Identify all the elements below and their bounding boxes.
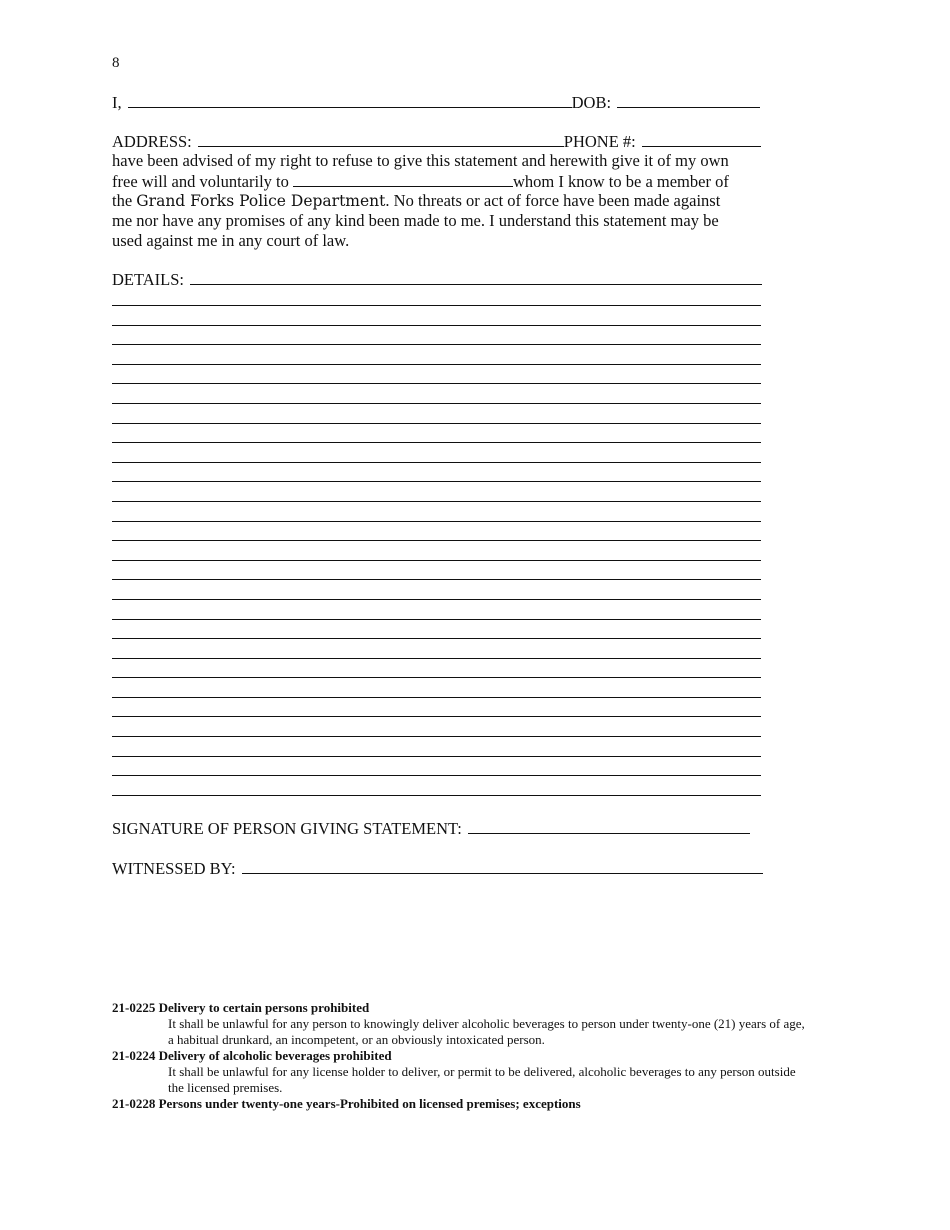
statement-line-3-rest: . No threats or act of force have been made against — [385, 191, 721, 210]
details-blank-line[interactable] — [112, 579, 761, 580]
officer-name-field[interactable] — [293, 171, 513, 187]
details-blank-line[interactable] — [112, 481, 761, 482]
address-field[interactable] — [198, 131, 564, 147]
details-blank-line[interactable] — [112, 756, 761, 757]
details-blank-line[interactable] — [112, 775, 761, 776]
statute-heading: 21-0225 Delivery to certain persons prohibited — [112, 1000, 370, 1015]
phone-field[interactable] — [642, 131, 761, 147]
details-blank-line[interactable] — [112, 716, 761, 717]
statement-line-4: me nor have any promises of any kind been made to me. I understand this statement may be — [112, 211, 719, 230]
dob-field[interactable] — [617, 92, 760, 108]
details-blank-line[interactable] — [112, 795, 761, 796]
details-blank-line[interactable] — [112, 560, 761, 561]
details-blank-line[interactable] — [112, 540, 761, 541]
witness-label: WITNESSED BY: — [112, 859, 236, 878]
statement-line-2 — [112, 171, 772, 191]
details-blank-line[interactable] — [112, 658, 761, 659]
details-blank-line[interactable] — [112, 325, 761, 326]
details-blank-line[interactable] — [112, 599, 761, 600]
details-blank-line[interactable] — [112, 501, 761, 502]
statute-text: It shall be unlawful for any person to knowingly deliver alcoholic beverages to person under twenty-one (21) years of age, a habitual drunkard, an incompetent, or an obviously intoxicated person. — [168, 1016, 805, 1047]
address-phone-line — [112, 131, 761, 152]
statement-line-1: have been advised of my right to refuse to give this statement and herewith give it of my own — [112, 151, 729, 170]
details-blank-line[interactable] — [112, 403, 761, 404]
details-writing-lines[interactable] — [112, 305, 761, 814]
details-blank-line[interactable] — [112, 305, 761, 306]
witness-line — [112, 858, 763, 879]
statute-heading: 21-0228 Persons under twenty-one years-Prohibited on licensed premises; exceptions — [112, 1096, 581, 1111]
details-blank-line[interactable] — [112, 521, 761, 522]
details-blank-line[interactable] — [112, 736, 761, 737]
details-blank-line[interactable] — [112, 462, 761, 463]
name-label: I, — [112, 93, 122, 112]
statement-line-2-end: whom I know to be a member of — [513, 172, 729, 191]
dob-label: DOB: — [571, 93, 612, 112]
page-number: 8 — [112, 55, 120, 71]
statute-text: It shall be unlawful for any license holder to deliver, or permit to be delivered, alcoholic beverages to any person outside the licensed premises. — [168, 1064, 796, 1095]
statement-line-3 — [112, 191, 772, 211]
signature-field[interactable] — [468, 818, 750, 834]
witness-field[interactable] — [242, 858, 763, 874]
details-blank-line[interactable] — [112, 638, 761, 639]
signature-line — [112, 818, 750, 839]
phone-label: PHONE #: — [563, 132, 636, 151]
details-first-field[interactable] — [190, 269, 762, 285]
statute-heading: 21-0224 Delivery of alcoholic beverages prohibited — [112, 1048, 392, 1063]
details-blank-line[interactable] — [112, 364, 761, 365]
statutes-section — [112, 1000, 812, 1112]
signature-label: SIGNATURE OF PERSON GIVING STATEMENT: — [112, 819, 462, 838]
details-blank-line[interactable] — [112, 677, 761, 678]
statement-line-2-start: free will and voluntarily to — [112, 172, 289, 191]
details-blank-line[interactable] — [112, 423, 761, 424]
details-line — [112, 269, 762, 290]
details-blank-line[interactable] — [112, 697, 761, 698]
name-field[interactable] — [128, 92, 572, 108]
department-name: Grand Forks Police Department — [136, 192, 386, 210]
statement-paragraph — [112, 151, 772, 251]
details-blank-line[interactable] — [112, 619, 761, 620]
details-label: DETAILS: — [112, 270, 185, 289]
details-blank-line[interactable] — [112, 442, 761, 443]
address-label: ADDRESS: — [112, 132, 192, 151]
statement-line-5: used against me in any court of law. — [112, 231, 350, 250]
details-blank-line[interactable] — [112, 344, 761, 345]
statement-line-3-the: the — [112, 191, 133, 210]
name-dob-line — [112, 92, 760, 113]
details-blank-line[interactable] — [112, 383, 761, 384]
